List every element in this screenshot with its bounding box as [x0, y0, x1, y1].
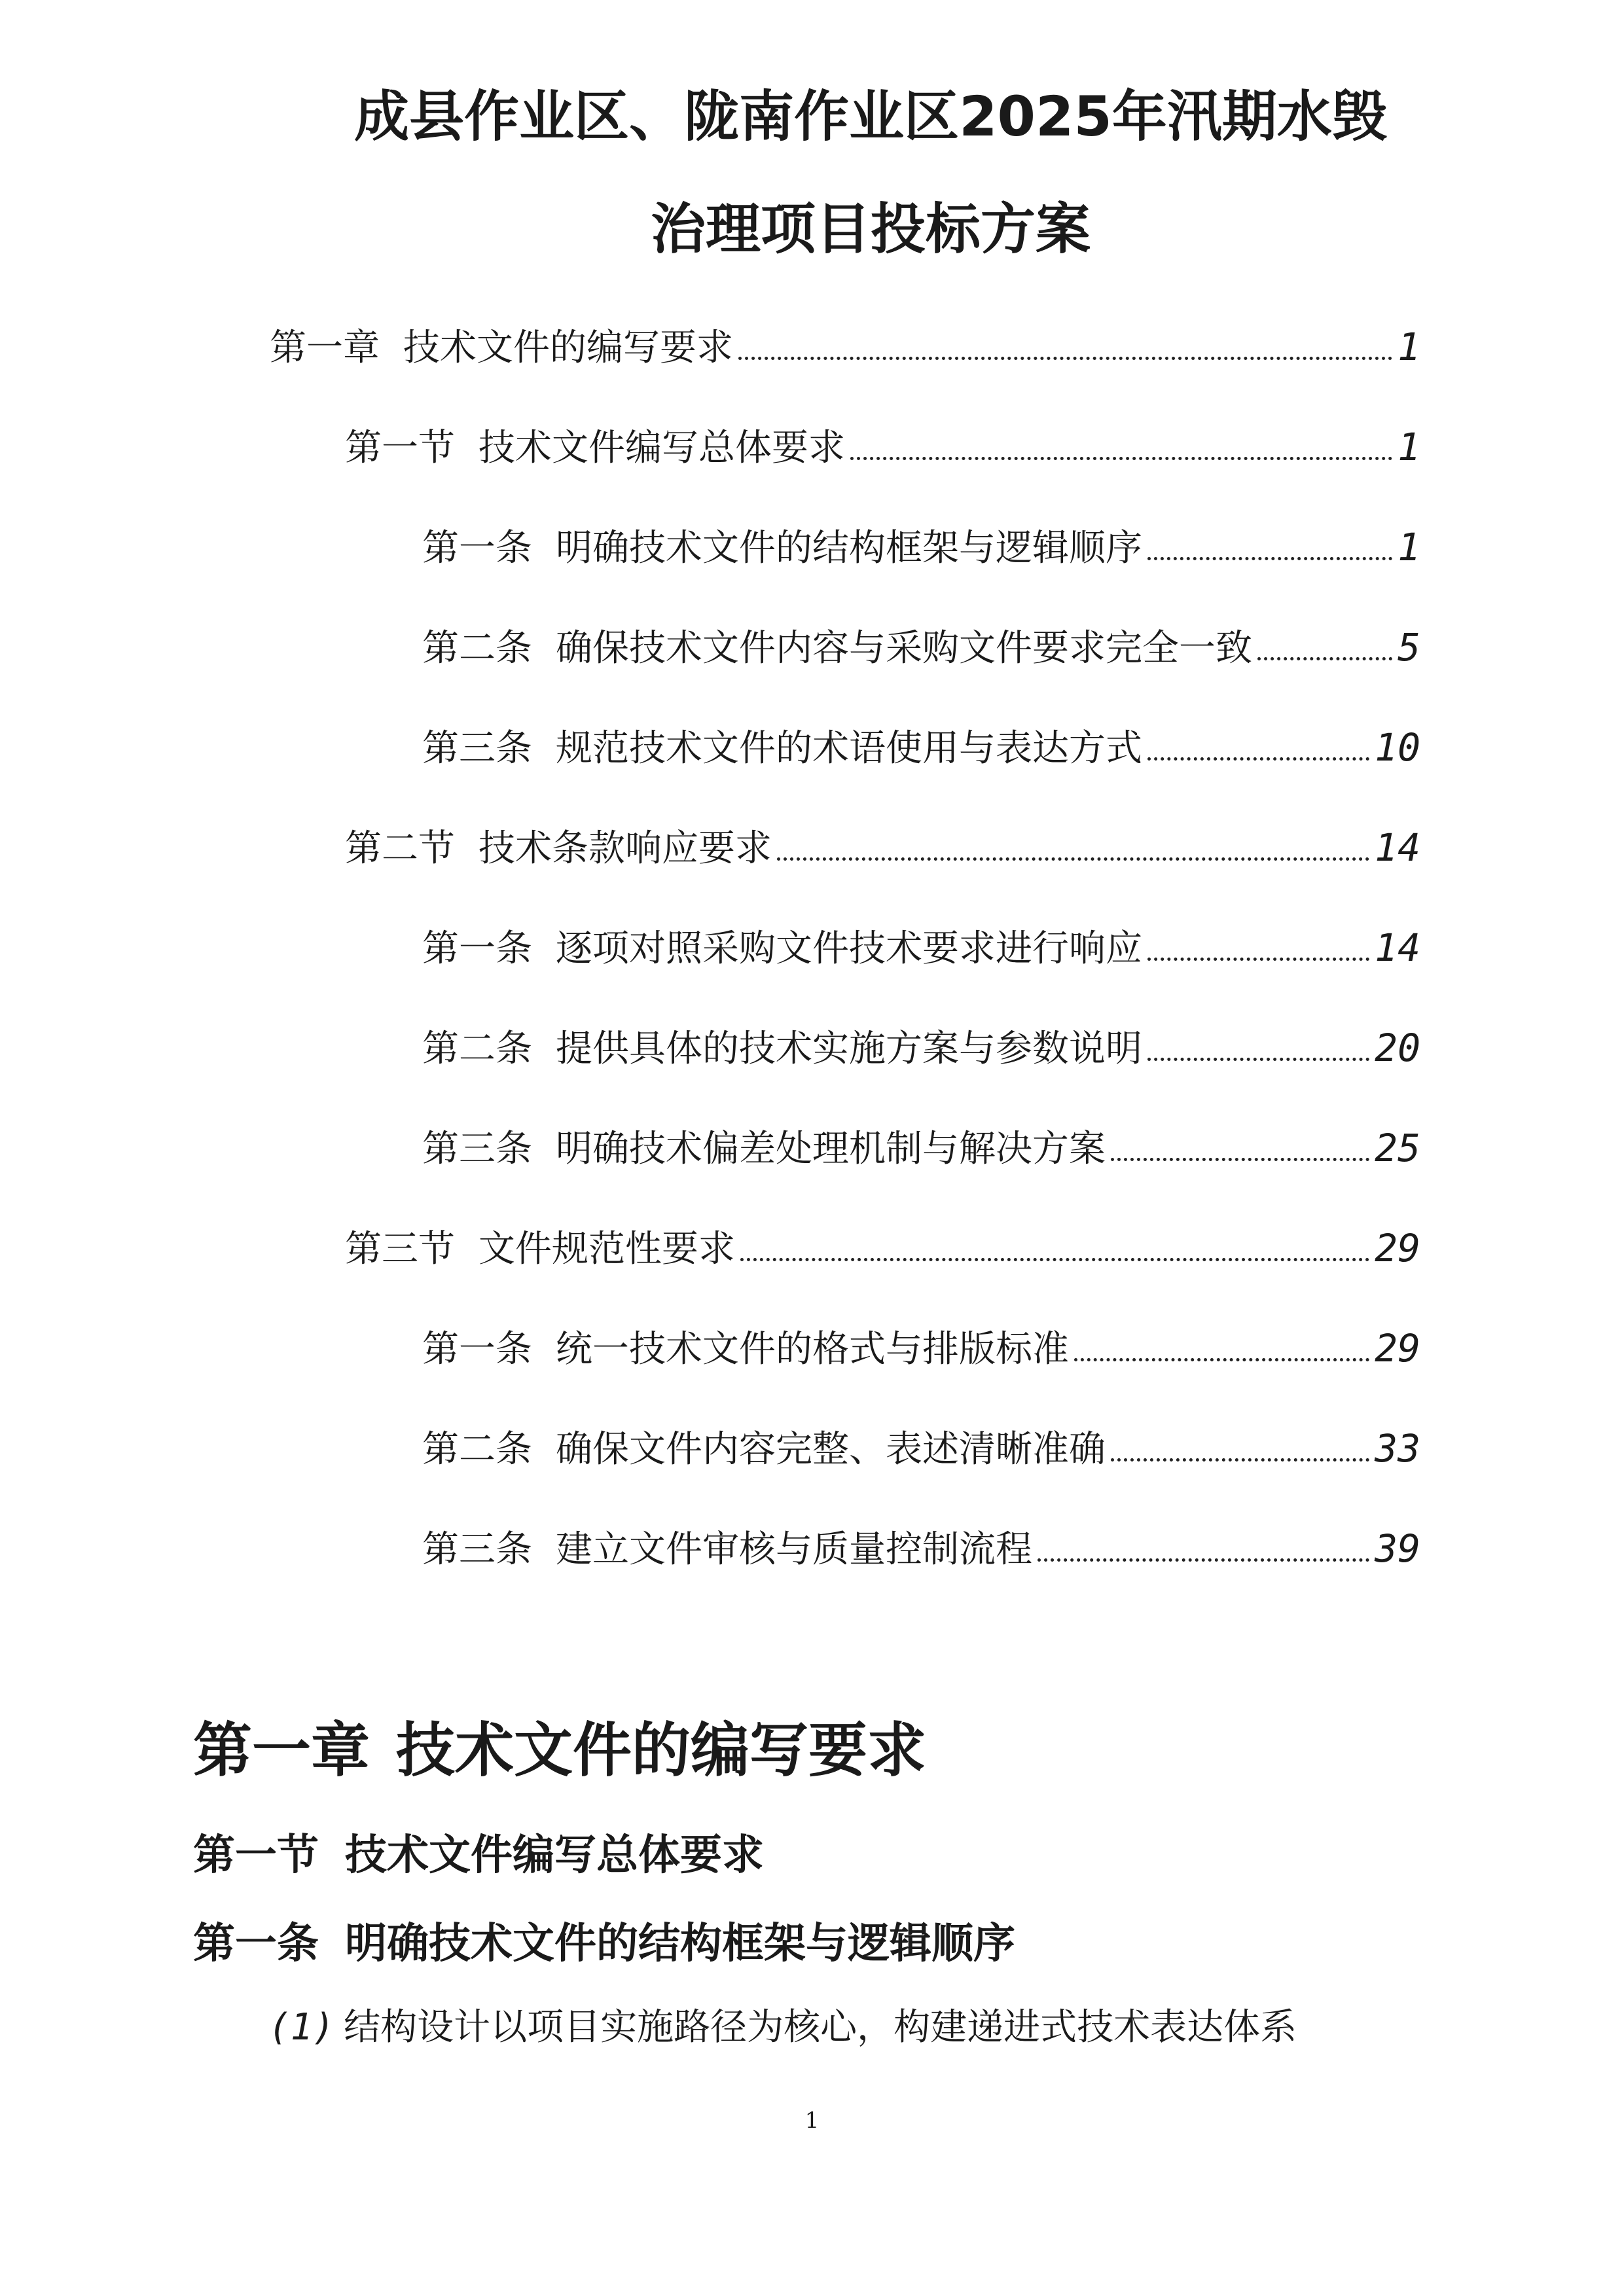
toc-entry-page: 1	[1398, 325, 1420, 369]
toc-entry[interactable]	[422, 1125, 1420, 1171]
toc-dot-leader	[1257, 656, 1392, 660]
toc-entry-page: 29	[1375, 1226, 1420, 1270]
toc-entry-number: 第三条	[422, 727, 532, 770]
toc-entry-page: 1	[1398, 525, 1420, 569]
body-paragraph	[268, 2003, 1297, 2053]
toc-entry-page: 33	[1375, 1426, 1420, 1471]
document-title-line-2: 治理项目投标方案	[650, 197, 1091, 261]
toc-entry-number: 第二节	[345, 827, 455, 870]
toc-entry-title: 规范技术文件的术语使用与表达方式	[556, 727, 1142, 770]
toc-entry-title: 明确技术文件的结构框架与逻辑顺序	[556, 527, 1142, 569]
toc-entry[interactable]	[422, 1426, 1420, 1471]
article-heading	[193, 1918, 1015, 1970]
toc-entry-number: 第一条	[422, 527, 532, 569]
article-heading-number: 第一条	[193, 1920, 319, 1968]
toc-dot-leader	[1111, 1458, 1369, 1462]
toc-entry[interactable]	[345, 825, 1420, 870]
toc-entry-title: 确保技术文件内容与采购文件要求完全一致	[556, 627, 1252, 670]
toc-entry[interactable]	[422, 925, 1420, 971]
toc-entry-number: 第一条	[422, 1328, 532, 1371]
toc-entry[interactable]	[422, 1526, 1420, 1571]
chapter-heading-title: 技术文件的编写要求	[396, 1716, 926, 1785]
toc-dot-leader	[777, 857, 1369, 861]
toc-entry-page: 1	[1398, 425, 1420, 469]
toc-entry-title: 技术文件编写总体要求	[478, 427, 845, 469]
toc-entry-title: 统一技术文件的格式与排版标准	[556, 1328, 1069, 1371]
toc-dot-leader	[1038, 1558, 1369, 1562]
paragraph-marker: (1)	[268, 2006, 335, 2049]
toc-dot-leader	[738, 356, 1392, 360]
toc-entry[interactable]	[270, 324, 1420, 370]
toc-entry[interactable]	[422, 1025, 1420, 1071]
toc-entry-number: 第二条	[422, 1428, 532, 1471]
toc-entry-page: 25	[1375, 1126, 1420, 1170]
toc-entry-title: 逐项对照采购文件技术要求进行响应	[556, 927, 1142, 970]
toc-entry-title: 明确技术偏差处理机制与解决方案	[556, 1128, 1106, 1170]
toc-entry-number: 第一章	[270, 327, 380, 369]
toc-entry-page: 14	[1375, 925, 1420, 970]
article-heading-title: 明确技术文件的结构框架与逻辑顺序	[345, 1920, 1015, 1968]
paragraph-text: 结构设计以项目实施路径为核心，构建递进式技术表达体系	[344, 2006, 1297, 2049]
toc-entry[interactable]	[422, 624, 1420, 670]
toc-entry[interactable]	[345, 424, 1420, 470]
chapter-heading-number: 第一章	[193, 1716, 370, 1785]
toc-dot-leader	[1147, 1057, 1369, 1061]
toc-entry-title: 建立文件审核与质量控制流程	[556, 1528, 1032, 1571]
toc-entry-page: 29	[1375, 1326, 1420, 1371]
toc-entry-title: 技术条款响应要求	[478, 827, 772, 870]
toc-dot-leader	[1111, 1157, 1369, 1161]
section-heading	[193, 1829, 764, 1882]
section-heading-number: 第一节	[193, 1831, 319, 1880]
toc-dot-leader	[1147, 757, 1369, 761]
toc-dot-leader	[1147, 556, 1392, 560]
toc-entry[interactable]	[422, 524, 1420, 570]
toc-entry[interactable]	[422, 725, 1420, 770]
toc-dot-leader	[850, 456, 1392, 460]
toc-entry-title: 提供具体的技术实施方案与参数说明	[556, 1028, 1142, 1070]
document-title-line-1: 成县作业区、陇南作业区2025年汛期水毁	[354, 84, 1387, 149]
toc-entry-page: 10	[1375, 725, 1420, 770]
toc-entry-number: 第一节	[345, 427, 455, 469]
toc-entry[interactable]	[422, 1325, 1420, 1371]
toc-dot-leader	[1074, 1357, 1369, 1361]
toc-entry-title: 技术文件的编写要求	[403, 327, 733, 369]
toc-entry-page: 39	[1375, 1526, 1420, 1571]
toc-entry-number: 第一条	[422, 927, 532, 970]
toc-entry-title: 文件规范性要求	[478, 1228, 735, 1270]
toc-dot-leader	[740, 1257, 1369, 1261]
toc-entry[interactable]	[345, 1225, 1420, 1271]
page-number: 1	[804, 2108, 820, 2134]
toc-entry-page: 5	[1398, 625, 1420, 670]
toc-entry-number: 第三条	[422, 1128, 532, 1170]
toc-entry-number: 第三条	[422, 1528, 532, 1571]
toc-entry-number: 第二条	[422, 1028, 532, 1070]
toc-entry-number: 第三节	[345, 1228, 455, 1270]
toc-entry-page: 20	[1375, 1026, 1420, 1070]
toc-entry-page: 14	[1375, 825, 1420, 870]
section-heading-title: 技术文件编写总体要求	[345, 1831, 764, 1880]
chapter-heading	[193, 1715, 926, 1787]
toc-dot-leader	[1147, 957, 1369, 961]
toc-entry-number: 第二条	[422, 627, 532, 670]
toc-entry-title: 确保文件内容完整、表述清晰准确	[556, 1428, 1106, 1471]
